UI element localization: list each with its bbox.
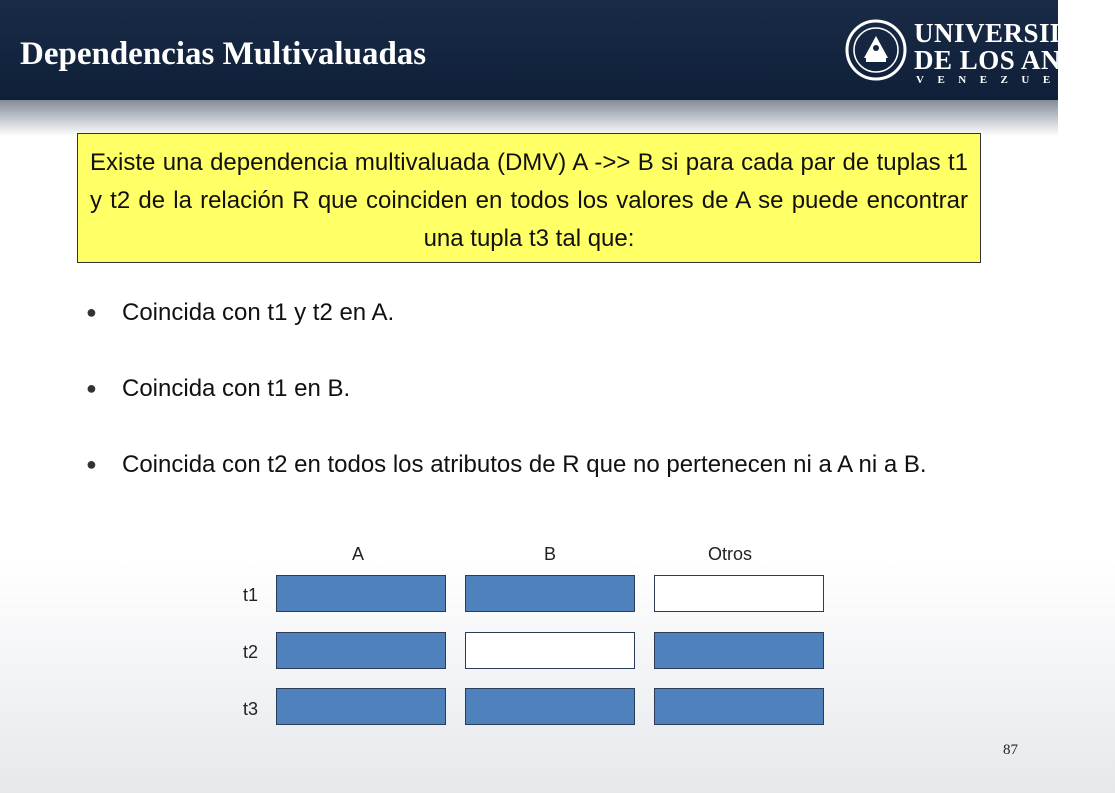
page-number: 87 [1003, 742, 1018, 758]
cell-t1-b [465, 575, 635, 612]
row-label-t3: t3 [243, 699, 259, 719]
bullet-icon: ● [86, 378, 97, 398]
definition-box [77, 133, 981, 263]
cell-t2-a [276, 632, 446, 669]
cell-t2-b [465, 632, 635, 669]
university-logo [844, 18, 1115, 90]
cell-t3-b [465, 688, 635, 725]
university-seal-icon [844, 18, 908, 82]
column-label-a: A [352, 544, 365, 564]
bullet-text: Coincida con t1 en B. [122, 375, 351, 402]
bullet-icon: ● [86, 302, 97, 322]
bullet-icon: ● [86, 454, 97, 474]
column-label-otros: Otros [708, 544, 753, 564]
column-label-b: B [544, 544, 557, 564]
cell-t3-otros [654, 688, 824, 725]
logo-line-1: UNIVERSIDAD [914, 18, 1111, 48]
row-label-t1: t1 [243, 585, 259, 605]
slide-title: Dependencias Multivaluadas [20, 36, 427, 72]
header-shadow [0, 100, 1058, 136]
logo-line-2: DE LOS ANDES [914, 45, 1115, 75]
cell-t1-otros [654, 575, 824, 612]
bullet-text: Coincida con t2 en todos los atributos de R que no pertenecen ni a A ni a B. [122, 451, 927, 478]
cell-t1-a [276, 575, 446, 612]
logo-line-3: VENEZUELA [916, 74, 1106, 86]
cell-t3-a [276, 688, 446, 725]
definition-text: Existe una dependencia multivaluada (DMV) A ->> B si para cada par de tuplas t1 y t2 de la relación R que coinciden en todos los valores de A se puede encontrar una tupla t3 tal que: [90, 149, 968, 252]
bullet-text: Coincida con t1 y t2 en A. [122, 299, 395, 326]
row-label-t2: t2 [243, 642, 259, 662]
cell-t2-otros [654, 632, 824, 669]
